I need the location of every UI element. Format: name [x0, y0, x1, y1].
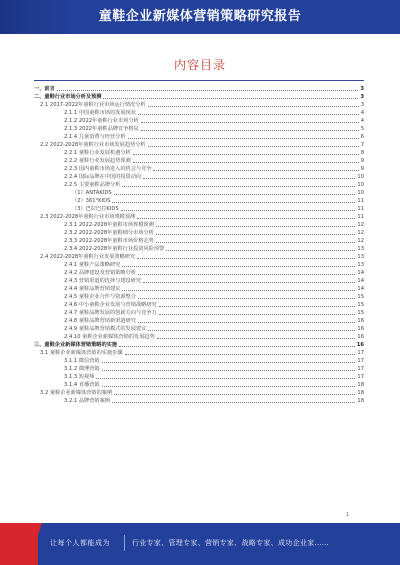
toc-entry-page: 9 [360, 166, 364, 172]
toc-entry-label: 2.4.10 童鞋企业新媒体营销的发展趋势 [64, 334, 155, 340]
toc-entry[interactable] [34, 372, 364, 380]
toc-entry-page: 7 [360, 142, 364, 148]
toc-leader-dots [133, 154, 359, 155]
toc-entry[interactable] [34, 396, 364, 404]
toc-title: 内容目录 [173, 58, 226, 72]
toc-entry-label: 一、前言 [34, 86, 55, 92]
toc-entry-label: 2.4.9 童鞋品牌营销模式的发展建议 [64, 326, 147, 332]
footer-slogan: 让每个人都能成为 [50, 539, 110, 547]
toc-entry-page: 14 [357, 286, 364, 292]
toc-entry[interactable] [34, 292, 364, 300]
toc-entry-page: 18 [357, 398, 364, 404]
toc-leader-dots [153, 170, 358, 171]
toc-entry[interactable] [34, 300, 364, 308]
toc-entry-label: 2.2.2 童鞋行业发展趋势预测 [64, 158, 131, 164]
toc-entry-page: 5 [360, 126, 364, 132]
toc-entry-label: 2.1.2 2022年童鞋行业市场分析 [64, 118, 139, 124]
toc-entry-page: 16 [356, 342, 364, 348]
toc-entry[interactable] [34, 148, 364, 156]
toc-entry[interactable] [34, 84, 364, 92]
toc-entry-page: 16 [357, 318, 364, 324]
toc-entry-page: 8 [360, 150, 364, 156]
toc-entry-label: 2.3.3 2022-2028年童鞋市场价格走势 [64, 238, 154, 244]
toc-entry[interactable] [34, 348, 364, 356]
toc-entry-page: 6 [360, 134, 364, 140]
toc-leader-dots [96, 378, 355, 379]
toc-entry-page: 4 [360, 110, 364, 116]
toc-entry[interactable] [34, 140, 364, 148]
toc-leader-dots [159, 314, 356, 315]
toc-entry-page: 18 [357, 382, 364, 388]
toc-entry-label: 3.1.2 微博营销 [64, 366, 100, 372]
toc-entry-label: 2.4.2 品牌建设及营销策略分析 [64, 270, 136, 276]
toc-entry[interactable] [34, 276, 364, 284]
toc-entry-label: 2.4.3 营销渠道的选择与建设研究 [64, 278, 142, 284]
toc-entry[interactable] [34, 228, 364, 236]
toc-entry[interactable] [34, 308, 364, 316]
toc-leader-dots [141, 130, 359, 131]
footer-roles: 行业专家、管理专家、营销专家、战略专家、成功企业家…… [132, 539, 330, 547]
toc-entry-page: 10 [357, 174, 364, 180]
toc-entry-label: 2.4.6 中小童鞋企业发展与营销战略研究 [64, 302, 157, 308]
toc-leader-dots [156, 234, 356, 235]
toc-entry-label: 2.3.2 2022-2028年童鞋细分市场分析 [64, 230, 154, 236]
toc-entry[interactable] [34, 236, 364, 244]
toc-entry-page: 13 [357, 254, 364, 260]
toc-entry[interactable] [34, 356, 364, 364]
toc-entry-label: 2.4.4 童鞋品牌营销建议 [64, 286, 121, 292]
toc-entry-label: 3.1 童鞋企业新媒体营销的实施步骤 [40, 350, 123, 356]
toc-entry-label: 2.2 2022-2028年童鞋行业市场发展趋势分析 [40, 142, 146, 148]
toc-entry[interactable] [34, 180, 364, 188]
toc-entry[interactable] [34, 156, 364, 164]
toc-entry-label: 2.1.4 儿童消费与经营分析 [64, 134, 126, 140]
toc-entry[interactable] [34, 316, 364, 324]
toc-entry-label: 2.4.1 童鞋产品策略研究 [64, 262, 121, 268]
toc-entry-label: （2）361°KIDS [72, 198, 111, 204]
toc-entry[interactable] [34, 188, 364, 196]
toc-leader-dots [102, 370, 356, 371]
toc-entry[interactable] [34, 116, 364, 124]
toc-entry[interactable] [34, 252, 364, 260]
toc-entry-page: 11 [357, 214, 364, 220]
toc-entry-page: 3 [360, 102, 364, 108]
toc-leader-dots [148, 106, 359, 107]
toc-entry-page: 14 [357, 278, 364, 284]
toc-leader-dots [112, 202, 355, 203]
toc-entry-label: 2.2.5 主要童鞋品牌分析 [64, 182, 121, 188]
toc-entry[interactable] [34, 100, 364, 108]
toc-entry-page: 3 [360, 86, 364, 92]
toc-entry-page: 11 [357, 198, 364, 204]
toc-entry[interactable] [34, 244, 364, 252]
toc-entry[interactable] [34, 212, 364, 220]
toc-leader-dots [112, 402, 355, 403]
toc-entry-label: 2.1.3 2022年童鞋品牌竞争格局 [64, 126, 139, 132]
toc-entry-page: 4 [360, 118, 364, 124]
toc-leader-dots [148, 330, 355, 331]
report-header [0, 0, 400, 34]
toc-leader-dots [103, 98, 358, 99]
toc-entry-page: 10 [357, 182, 364, 188]
toc-entry[interactable] [34, 260, 364, 268]
toc-entry-page: 15 [357, 302, 364, 308]
toc-leader-dots [137, 258, 355, 259]
toc-entry-label: 2.1 2017-2022年童鞋行业市场运行情况分析 [40, 102, 146, 108]
toc-leader-dots [125, 354, 356, 355]
footer-accent-wedge [28, 523, 42, 565]
toc-entry-page: 17 [357, 350, 364, 356]
toc-entry-label: 3.1.4 直播营销 [64, 382, 100, 388]
toc-leader-dots [143, 282, 355, 283]
toc-leader-dots [148, 146, 359, 147]
toc-entry-page: 13 [357, 262, 364, 268]
toc-entry-label: （1）ANTAKIDS [72, 190, 112, 196]
toc-entry-page: 10 [357, 190, 364, 196]
toc-entry-label: 2.3 2022-2028年童鞋行业市场规模预测 [40, 214, 136, 220]
toc-entry[interactable] [34, 388, 364, 396]
toc-entry[interactable] [34, 164, 364, 172]
toc-leader-dots [122, 290, 355, 291]
toc-entry[interactable] [34, 268, 364, 276]
toc-entry-page: 12 [357, 222, 364, 228]
toc-entry[interactable] [34, 332, 364, 340]
toc-entry-page: 18 [357, 390, 364, 396]
report-title: 童鞋企业新媒体营销策略研究报告 [98, 9, 302, 24]
toc-leader-dots [128, 138, 359, 139]
toc-entry-label: 2.1.1 中国童鞋市场的发展现状 [64, 110, 136, 116]
toc-leader-dots [102, 362, 356, 363]
toc-entry-page: 17 [357, 374, 364, 380]
toc-entry-page: 12 [357, 238, 364, 244]
toc-entry-label: 2.4.7 童鞋品牌发展的创新方向与竞争力 [64, 310, 157, 316]
toc-entry[interactable] [34, 380, 364, 388]
toc-leader-dots [141, 122, 359, 123]
toc-leader-dots [57, 90, 359, 91]
toc-entry-label: 三、童鞋企业新媒体营销策略的实施 [34, 342, 118, 348]
toc-entry[interactable] [34, 124, 364, 132]
toc-leader-dots [114, 394, 355, 395]
toc-entry-label: 2.4.8 童鞋品牌营销新渠道研究 [64, 318, 136, 324]
toc-entry-label: 2.2.4 国际品牌在中国的投资动向 [64, 174, 142, 180]
toc-leader-dots [102, 386, 356, 387]
toc-entry[interactable] [34, 108, 364, 116]
toc-entry[interactable] [34, 204, 364, 212]
toc-entry-label: 3.2.1 品牌营销案例 [64, 398, 110, 404]
toc-entry-page: 14 [357, 270, 364, 276]
toc-leader-dots [114, 194, 356, 195]
toc-leader-dots [143, 178, 355, 179]
toc-entry[interactable] [34, 324, 364, 332]
toc-entry-page: 15 [357, 310, 364, 316]
toc-leader-dots [137, 218, 355, 219]
toc-leader-dots [121, 210, 356, 211]
toc-entry[interactable] [34, 196, 364, 204]
toc-entry-label: 二、童鞋行业市场分析及预测 [34, 94, 102, 100]
toc-entry-page: 13 [357, 246, 364, 252]
toc-leader-dots [119, 346, 355, 347]
toc-entry-label: 2.3.4 2022-2028年童鞋行业投资风险预警 [64, 246, 165, 252]
footer-divider [124, 535, 125, 551]
toc-divider [34, 80, 364, 81]
toc-leader-dots [138, 322, 355, 323]
toc-leader-dots [138, 274, 355, 275]
toc-leader-dots [156, 226, 356, 227]
toc-leader-dots [138, 114, 359, 115]
toc-leader-dots [122, 266, 355, 267]
toc-entry[interactable] [34, 284, 364, 292]
toc-entry[interactable] [34, 364, 364, 372]
toc-entry-page: 16 [357, 334, 364, 340]
toc-entry-label: 3.1.1 微信营销 [64, 358, 100, 364]
toc-entry-page: 15 [357, 294, 364, 300]
toc-entry-page: 17 [357, 358, 364, 364]
toc-entry-page: 9 [360, 158, 364, 164]
toc-entry-label: 2.4 2022-2028年童鞋行业发展策略研究 [40, 254, 136, 260]
toc-entry-page: 12 [357, 230, 364, 236]
toc-leader-dots [166, 250, 355, 251]
toc-entry[interactable] [34, 220, 364, 228]
toc-leader-dots [138, 298, 355, 299]
toc-entry-label: 2.4.5 童鞋企业合作与资源整合 [64, 294, 136, 300]
toc-leader-dots [156, 242, 356, 243]
report-footer [0, 523, 400, 565]
toc-entry-label: 3.1.3 短视频 [64, 374, 95, 380]
page-number: 1 [346, 512, 350, 518]
toc-leader-dots [122, 186, 355, 187]
toc-entry[interactable] [34, 172, 364, 180]
toc-entry[interactable] [34, 132, 364, 140]
toc-leader-dots [159, 306, 356, 307]
toc-entry-page: 17 [357, 366, 364, 372]
toc-entry-page: 3 [360, 94, 364, 100]
toc-leader-dots [157, 338, 356, 339]
toc-entry-page: 11 [357, 206, 364, 212]
toc-entry-label: （3）巴拉巴拉KIDS [72, 206, 119, 212]
toc-entry-label: 2.2.3 国内童鞋市场进入的机会与竞争 [64, 166, 152, 172]
toc-entry-label: 3.2 童鞋企业新媒体营销的案例 [40, 390, 113, 396]
toc-entry-page: 16 [357, 326, 364, 332]
toc-entry[interactable] [34, 92, 364, 100]
toc-entry[interactable] [34, 340, 364, 348]
toc-entry-label: 2.2.1 童鞋行业发展机遇分析 [64, 150, 131, 156]
table-of-contents [34, 84, 364, 404]
toc-entry-label: 2.3.1 2022-2028年童鞋市场规模预测 [64, 222, 154, 228]
toc-leader-dots [133, 162, 359, 163]
